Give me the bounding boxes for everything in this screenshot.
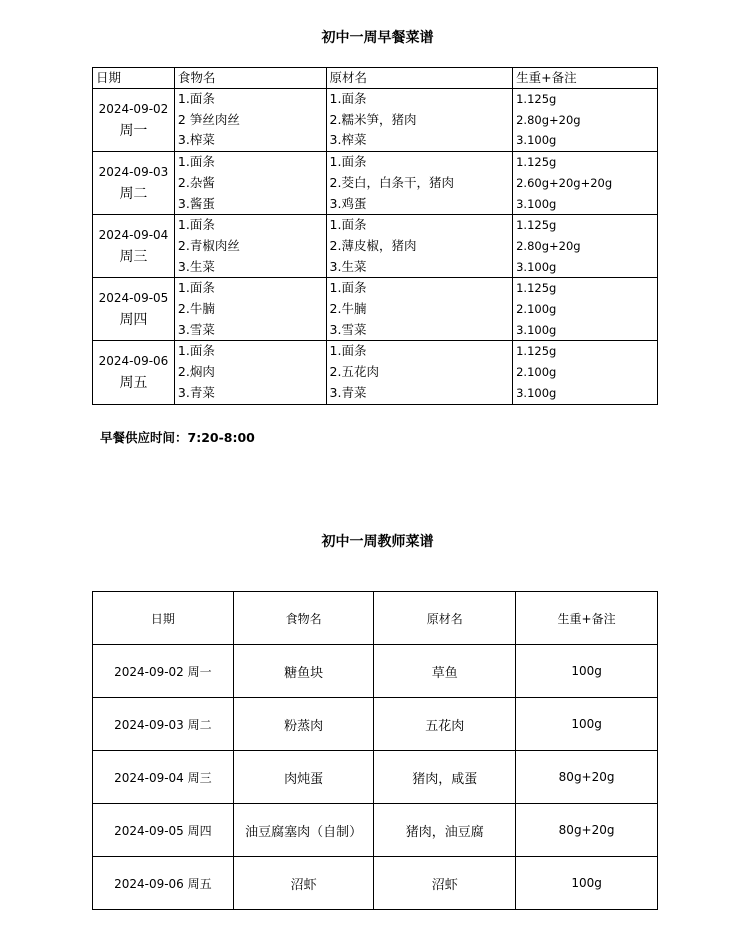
weekday-text: 周三 [119, 249, 148, 266]
material-line: 1.面条 [329, 343, 367, 359]
column-header-note: 生重+备注 [513, 68, 658, 89]
note-line: 2.80g+20g [516, 112, 581, 127]
date-text: 2024-09-02 [98, 102, 169, 117]
date-cell: 2024-09-06 周五 [93, 857, 234, 910]
note-cell [513, 152, 658, 215]
column-header-date: 日期 [93, 592, 234, 645]
breakfast-supply-time: 早餐供应时间：7:20-8:00 [100, 430, 255, 445]
material-line: 3.雪菜 [329, 321, 367, 337]
date-cell [93, 215, 175, 278]
table-row [93, 645, 658, 698]
food-cell [174, 341, 326, 404]
food-line: 2.青椒肉丝 [177, 237, 240, 253]
column-header-note: 生重+备注 [516, 592, 658, 645]
food-cell: 粉蒸肉 [233, 698, 374, 751]
note-line: 1.125g [516, 155, 557, 170]
food-cell [174, 215, 326, 278]
weekday-text: 周一 [119, 123, 148, 140]
date-text: 2024-09-05 [98, 291, 169, 306]
table-header-row [93, 68, 658, 89]
note-cell [513, 278, 658, 341]
column-header-date: 日期 [93, 68, 175, 89]
material-line: 1.面条 [329, 91, 367, 106]
food-line: 1.面条 [177, 91, 215, 106]
note-cell: 80g+20g [516, 751, 658, 804]
material-line: 3.青菜 [329, 384, 367, 400]
food-cell: 油豆腐塞肉（自制） [233, 804, 374, 857]
note-line: 1.125g [516, 281, 557, 296]
food-line: 2 笋丝肉丝 [177, 111, 240, 127]
note-cell [513, 341, 658, 404]
breakfast-menu-table [92, 67, 658, 405]
date-cell: 2024-09-05 周四 [93, 804, 234, 857]
food-line: 2.焖肉 [177, 364, 215, 380]
food-line: 3.榨菜 [177, 132, 215, 148]
teacher-menu-table [92, 591, 658, 910]
table-row [93, 698, 658, 751]
material-line: 3.榨菜 [329, 132, 367, 148]
date-cell: 2024-09-03 周二 [93, 698, 234, 751]
material-cell: 猪肉，咸蛋 [374, 751, 516, 804]
material-cell: 沼虾 [374, 857, 516, 910]
date-text: 2024-09-04 [98, 228, 169, 243]
date-text: 2024-09-06 [98, 354, 169, 369]
note-line: 3.100g [516, 196, 557, 211]
note-line: 3.100g [516, 322, 557, 337]
material-line: 2.糯米笋，猪肉 [329, 111, 417, 127]
food-line: 3.青菜 [177, 384, 215, 400]
note-cell: 100g [516, 857, 658, 910]
table-row [93, 215, 658, 278]
material-cell [326, 152, 513, 215]
note-line: 2.60g+20g+20g [516, 175, 613, 190]
table-row [93, 89, 658, 152]
date-text: 2024-09-03 [98, 165, 169, 180]
note-line: 1.125g [516, 92, 557, 106]
food-cell [174, 278, 326, 341]
note-line: 3.100g [516, 133, 557, 148]
note-line: 2.100g [516, 302, 557, 317]
note-cell: 100g [516, 698, 658, 751]
food-line: 1.面条 [177, 154, 215, 170]
food-line: 1.面条 [177, 343, 215, 359]
column-header-material: 原材名 [326, 68, 513, 89]
material-line: 1.面条 [329, 217, 367, 233]
note-cell: 80g+20g [516, 804, 658, 857]
material-cell [326, 278, 513, 341]
table-row [93, 341, 658, 404]
material-line: 2.五花肉 [329, 364, 379, 380]
material-line: 1.面条 [329, 154, 367, 170]
date-cell [93, 89, 175, 152]
note-line: 2.80g+20g [516, 238, 581, 253]
food-cell [174, 152, 326, 215]
date-cell [93, 278, 175, 341]
material-line: 1.面条 [329, 280, 367, 296]
food-line: 1.面条 [177, 280, 215, 296]
note-line: 1.125g [516, 344, 557, 359]
food-cell: 沼虾 [233, 857, 374, 910]
food-cell [174, 89, 326, 152]
weekday-text: 周五 [119, 375, 148, 392]
food-cell: 肉炖蛋 [233, 751, 374, 804]
material-line: 2.茭白，白条干，猪肉 [329, 174, 454, 190]
food-line: 3.生菜 [177, 258, 215, 274]
food-line: 2.杂酱 [177, 174, 215, 190]
material-cell: 猪肉，油豆腐 [374, 804, 516, 857]
food-line: 3.酱蛋 [177, 195, 215, 211]
date-cell: 2024-09-04 周三 [93, 751, 234, 804]
material-cell [326, 341, 513, 404]
food-line: 2.牛腩 [177, 301, 215, 317]
table-row [93, 751, 658, 804]
table-header-row [93, 592, 658, 645]
column-header-food: 食物名 [233, 592, 374, 645]
material-line: 3.鸡蛋 [329, 195, 367, 211]
table-row [93, 804, 658, 857]
note-line: 2.100g [516, 365, 557, 380]
weekday-text: 周四 [119, 312, 148, 329]
table-row [93, 152, 658, 215]
material-cell: 草鱼 [374, 645, 516, 698]
material-cell [326, 89, 513, 152]
material-line: 3.生菜 [329, 258, 367, 274]
date-cell [93, 152, 175, 215]
table-row [93, 857, 658, 910]
material-cell: 五花肉 [374, 698, 516, 751]
food-line: 1.面条 [177, 217, 215, 233]
note-cell [513, 89, 658, 152]
note-cell: 100g [516, 645, 658, 698]
date-cell [93, 341, 175, 404]
material-line: 2.薄皮椒，猪肉 [329, 237, 417, 253]
column-header-food: 食物名 [174, 68, 326, 89]
note-line: 3.100g [516, 385, 557, 400]
material-cell [326, 215, 513, 278]
food-line: 3.雪菜 [177, 321, 215, 337]
teacher-menu-title: 初中一周教师菜谱 [321, 534, 434, 550]
date-cell: 2024-09-02 周一 [93, 645, 234, 698]
note-line: 1.125g [516, 218, 557, 233]
note-cell [513, 215, 658, 278]
table-row [93, 278, 658, 341]
note-line: 3.100g [516, 259, 557, 274]
food-cell: 糖鱼块 [233, 645, 374, 698]
weekday-text: 周二 [119, 186, 148, 203]
material-line: 2.牛腩 [329, 301, 367, 317]
breakfast-menu-title: 初中一周早餐菜谱 [321, 30, 434, 46]
column-header-material: 原材名 [374, 592, 516, 645]
